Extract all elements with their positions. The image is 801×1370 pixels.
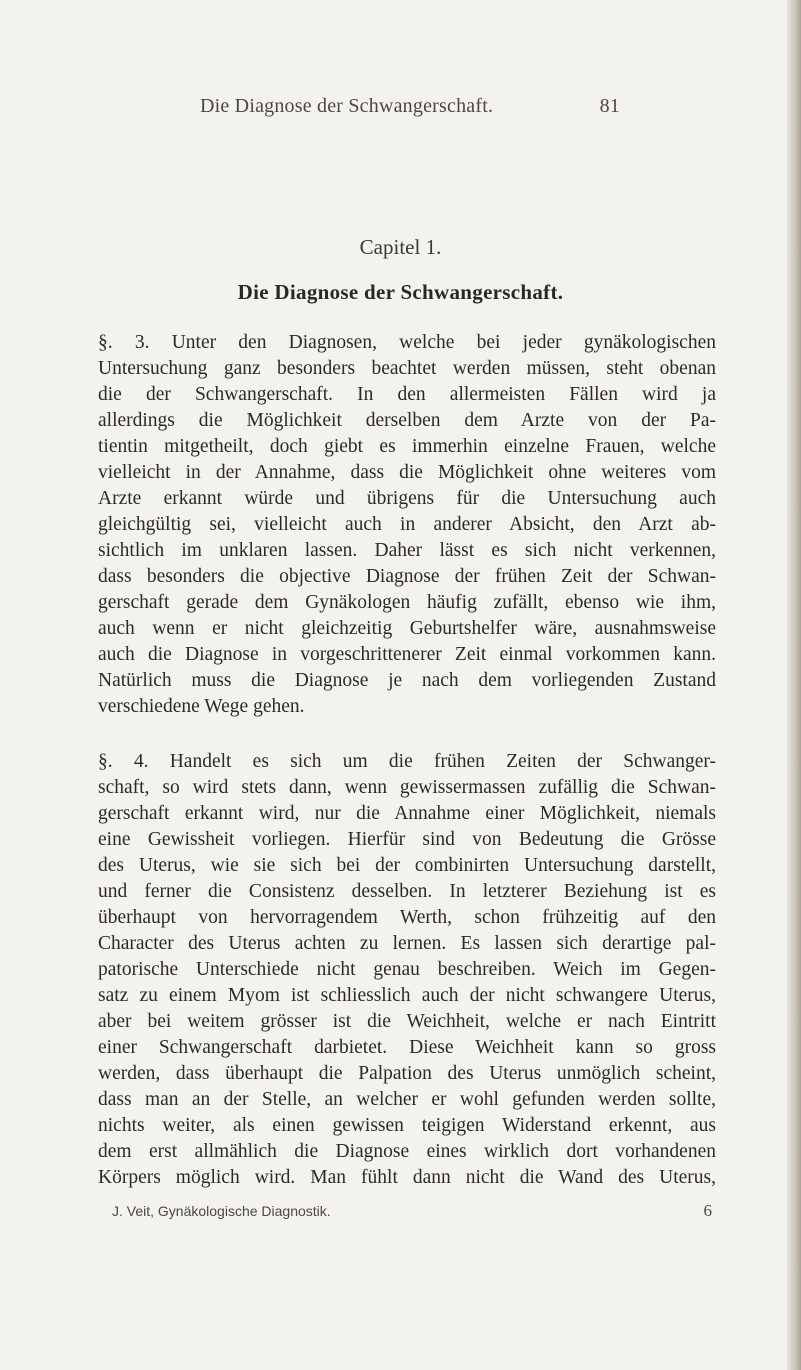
text-line: Arzte erkannt würde und übrigens für die Untersuchung auch — [98, 488, 716, 509]
chapter-label: Capitel 1. — [359, 235, 442, 259]
text-line: Natürlich muss die Diagnose je nach dem vorliegenden Zustand — [98, 670, 716, 691]
text-line: §. 3. Unter den Diagnosen, welche bei jeder gynäkologischen — [98, 332, 716, 353]
text-line: tientin mitgetheilt, doch giebt es immerhin einzelne Frauen, welche — [98, 436, 716, 457]
text-line: dem erst allmählich die Diagnose eines wirklich dort vorhandenen — [98, 1141, 716, 1162]
text-line: schaft, so wird stets dann, wenn gewissermassen zufällig die Schwan- — [98, 777, 716, 798]
signature-mark: 6 — [703, 1201, 712, 1220]
text-line: dass besonders die objective Diagnose der frühen Zeit der Schwan- — [98, 566, 716, 587]
text-line: gerschaft erkannt wird, nur die Annahme einer Möglichkeit, niemals — [98, 803, 716, 824]
paragraph-2 — [98, 749, 716, 1191]
text-line: gleichgültig sei, vielleicht auch in anderer Absicht, den Arzt ab- — [98, 514, 716, 535]
text-line: satz zu einem Myom ist schliesslich auch der nicht schwangere Uterus, — [98, 985, 716, 1006]
text-line: gerschaft gerade dem Gynäkologen häufig zufällt, ebenso wie ihm, — [98, 592, 716, 613]
footer-author: J. Veit, Gynäkologische Diagnostik. — [112, 1203, 331, 1219]
text-line: patorische Unterschiede nicht genau beschreiben. Weich im Gegen- — [98, 959, 716, 980]
text-line: auch die Diagnose in vorgeschrittenerer Zeit einmal vorkommen kann. — [98, 644, 716, 665]
text-line: und ferner die Consistenz desselben. In letzterer Beziehung ist es — [98, 881, 716, 902]
text-line: Character des Uterus achten zu lernen. Es lassen sich derartige pal- — [98, 933, 716, 954]
text-line: einer Schwangerschaft darbietet. Diese Weichheit kann so gross — [98, 1037, 716, 1058]
text-line: werden, dass überhaupt die Palpation des Uterus unmöglich scheint, — [98, 1063, 716, 1084]
text-line: vielleicht in der Annahme, dass die Möglichkeit ohne weiteres vom — [98, 462, 716, 483]
text-line: §. 4. Handelt es sich um die frühen Zeiten der Schwanger- — [98, 751, 716, 772]
page-number: 81 — [599, 95, 620, 117]
text-line: allerdings die Möglichkeit derselben dem Arzte von der Pa- — [98, 410, 716, 431]
page-edge-shadow — [787, 0, 801, 1370]
text-line: verschiedene Wege gehen. — [98, 696, 305, 717]
text-line: die der Schwangerschaft. In den allermeisten Fällen wird ja — [98, 384, 716, 405]
text-line: überhaupt von hervorragendem Werth, schon frühzeitig auf den — [98, 907, 716, 928]
text-line: aber bei weitem grösser ist die Weichheit, welche er nach Eintritt — [98, 1011, 716, 1032]
section-heading: Die Diagnose der Schwangerschaft. — [237, 280, 564, 304]
text-line: dass man an der Stelle, an welcher er wohl gefunden werden sollte, — [98, 1089, 716, 1110]
text-line: eine Gewissheit vorliegen. Hierfür sind von Bedeutung die Grösse — [98, 829, 716, 850]
text-line: auch wenn er nicht gleichzeitig Geburtshelfer wäre, ausnahmsweise — [98, 618, 716, 639]
text-line: nichts weiter, als einen gewissen teigigen Widerstand erkennt, aus — [98, 1115, 716, 1136]
text-line: des Uterus, wie sie sich bei der combinirten Untersuchung darstellt, — [98, 855, 716, 876]
running-title: Die Diagnose der Schwangerschaft. — [200, 95, 494, 117]
text-line: sichtlich im unklaren lassen. Daher lässt es sich nicht verkennen, — [98, 540, 716, 561]
text-line: Untersuchung ganz besonders beachtet werden müssen, steht obenan — [98, 358, 716, 379]
paragraph-1 — [98, 330, 716, 720]
text-line: Körpers möglich wird. Man fühlt dann nicht die Wand des Uterus, — [98, 1167, 716, 1188]
